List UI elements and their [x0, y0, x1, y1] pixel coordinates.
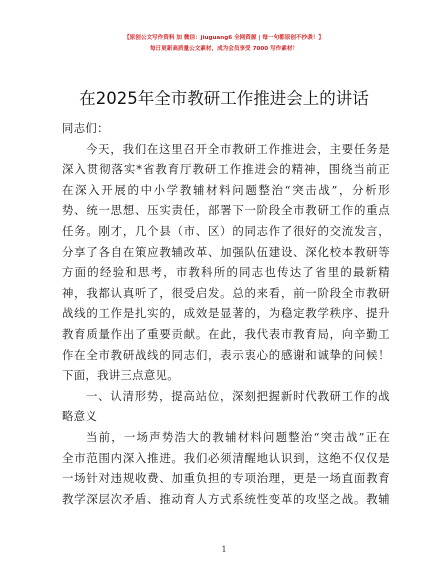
salutation: 同志们：: [62, 121, 109, 135]
document-body: [62, 118, 390, 509]
body-line: 神，我都认真听了，很受启发。总的来看，前一阶段全市教研: [62, 285, 390, 300]
promo-banner-line-1: 【原创公文写作资料 加 微信：jiuguang6 全网资源 | 每一句都原创不抄袭！】: [124, 35, 324, 41]
document-title: 在2025年全市教研工作推进会上的讲话: [79, 89, 369, 108]
body-line: 任务。刚才，几个县（市、区）的同志作了很好的交流发言，: [62, 223, 390, 238]
body-line: 全市范围内深入推进。我们必须清醒地认识到，这绝不仅仅是: [62, 450, 390, 465]
body-line: 一场针对违规收费、加重负担的专项治理，更是一场直面教育: [62, 471, 390, 486]
promo-banner-line-2: 每日更新高质量公文素材，成为会员享受 7000 写作素材！: [149, 46, 299, 52]
body-line: 当前，一场声势浩大的教辅材料问题整治“突击战”正在: [86, 429, 390, 444]
body-line: 方面的经验和思考，市教科所的同志也传达了省里的最新精: [62, 265, 390, 280]
section-heading: 一、认清形势，提高站位，深刻把握新时代教研工作的战: [86, 388, 390, 403]
body-line: 今天，我们在这里召开全市教研工作推进会，主要任务是: [86, 141, 390, 156]
page-number: 1: [221, 545, 227, 554]
body-line: 教育质量作出了重要贡献。在此，我代表市教育局，向辛勤工: [62, 326, 390, 341]
body-line: 下面，我讲三点意见。: [62, 368, 179, 383]
body-line: 分享了各自在策应教辅改革、加强队伍建设、深化校本教研等: [62, 244, 390, 259]
body-line: 在深入开展的中小学教辅材料问题整治“突击战”，分析形: [62, 182, 390, 197]
body-line: 作在全市教研战线的同志们，表示衷心的感谢和诚挚的问候！: [62, 347, 390, 362]
body-line: 教学深层次矛盾、推动育人方式系统性变革的攻坚之战。教辅: [62, 491, 390, 506]
body-line: 势、统一思想、压实责任，部署下一阶段全市教研工作的重点: [62, 203, 390, 218]
body-line: 战线的工作是扎实的，成效是显著的，为稳定教学秩序、提升: [62, 306, 390, 321]
body-line: 深入贯彻落实*省教育厅教研工作推进会的精神，围绕当前正: [62, 162, 390, 177]
section-heading-cont: 略意义: [62, 409, 98, 424]
